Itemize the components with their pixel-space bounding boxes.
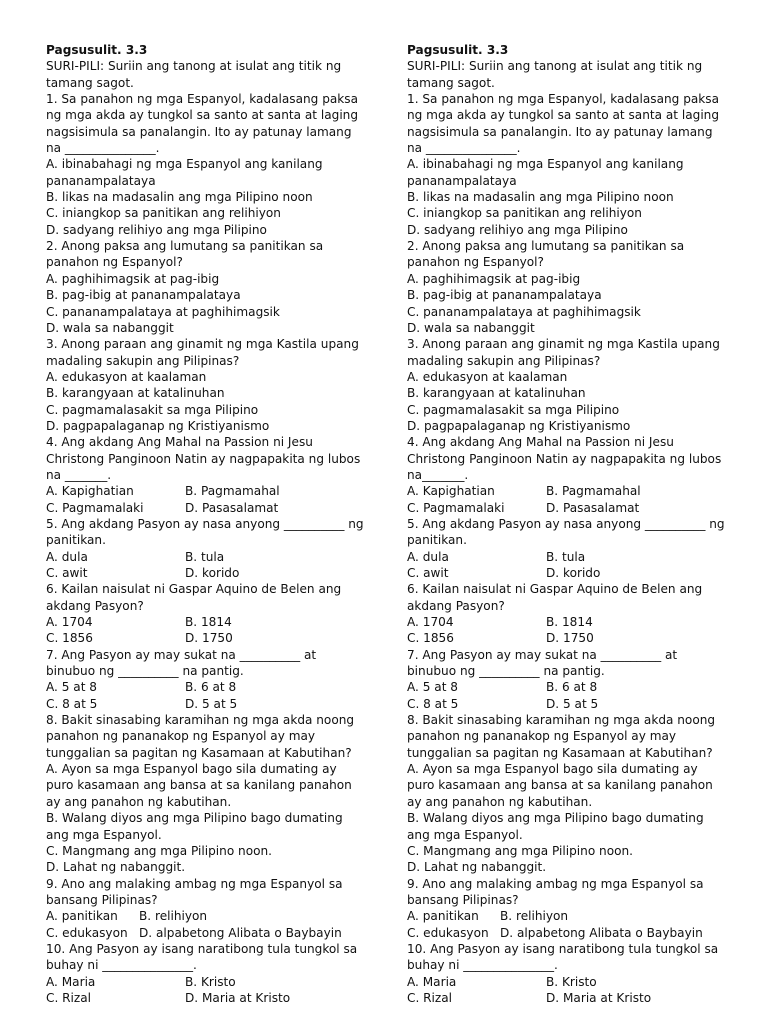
question-2: 2. Anong paksa ang lumutang sa panitikan sa panahon ng Espanyol? [407, 239, 685, 270]
q5-choice-b: B. tula [546, 549, 586, 564]
q5-choice-c: C. awit [46, 566, 88, 580]
q4-choices-row-2 [46, 500, 364, 516]
q3-choice-c: C. pagmamalasakit sa mga Pilipino [407, 402, 620, 417]
q7-choices-row-2 [407, 696, 725, 712]
q10-choice-a: A. Maria [46, 974, 96, 989]
q9-choice-a: A. panitikan [407, 909, 479, 924]
q1-choice-d: D. sadyang relihiyo ang mga Pilipino [46, 222, 267, 237]
q8-choice-c: C. Mangmang ang mga Pilipino noon. [407, 843, 634, 858]
q10-choices-row-1 [407, 974, 725, 990]
q8-choice-b: B. Walang diyos ang mga Pilipino bago dumating ang mga Espanyol. [46, 811, 343, 842]
q2-choice-c: C. pananampalataya at paghihimagsik [46, 304, 280, 319]
q10-choices-row-2 [407, 990, 725, 1006]
q1-choice-a: A. ibinabahagi ng mga Espanyol ang kanilang pananampalataya [46, 157, 323, 188]
q3-choice-d: D. pagpapalaganap ng Kristiyanismo [407, 418, 631, 433]
question-9: 9. Ano ang malaking ambag ng mga Espanyol sa bansang Pilipinas? [46, 876, 343, 907]
q1-choice-d: D. sadyang relihiyo ang mga Pilipino [407, 222, 628, 237]
q6-choice-a: A. 1704 [407, 615, 454, 630]
question-1: 1. Sa panahon ng mga Espanyol, kadalasang paksa ng mga akda ay tungkol sa santo at santa at laging nagsisimula sa panalangin. Ito ay patunay lamang na _______________. [407, 92, 720, 156]
q6-choice-c: C. 1856 [407, 631, 454, 646]
q10-choice-b: B. Kristo [546, 974, 597, 989]
question-1: 1. Sa panahon ng mga Espanyol, kadalasang paksa ng mga akda ay tungkol sa santo at santa at laging nagsisimula sa panalangin. Ito ay patunay lamang na _______________. [46, 92, 359, 156]
q5-choice-c: C. awit [407, 566, 449, 580]
q8-choice-b: B. Walang diyos ang mga Pilipino bago dumating ang mga Espanyol. [407, 811, 704, 842]
question-2: 2. Anong paksa ang lumutang sa panitikan sa panahon ng Espanyol? [46, 239, 324, 270]
question-6: 6. Kailan naisulat ni Gaspar Aquino de Belen ang akdang Pasyon? [407, 582, 703, 613]
question-8: 8. Bakit sinasabing karamihan ng mga akda noong panahon ng pananakop ng Espanyol ay may tunggalian sa pagitan ng Kasamaan at Kabutihan? [46, 713, 355, 760]
q6-choices-row-2 [407, 630, 725, 646]
q8-choice-c: C. Mangmang ang mga Pilipino noon. [46, 843, 273, 858]
question-10-line-1: 10. Ang Pasyon ay isang naratibong tula tungkol sa [46, 941, 358, 956]
q2-choice-a: A. paghihimagsik at pag-ibig [46, 271, 220, 286]
q4-choice-c: C. Pagmamalaki [46, 500, 144, 515]
q5-choices-row-1 [407, 549, 725, 565]
q2-choice-d: D. wala sa nabanggit [46, 320, 174, 335]
q5-choices-row-2 [407, 565, 725, 581]
q4-choices-row-1 [46, 483, 364, 499]
q5-choice-d: D. korido [546, 566, 601, 580]
q2-choice-b: B. pag-ibig at pananampalataya [407, 288, 602, 303]
instructions: SURI-PILI: Suriin ang tanong at isulat ang titik ng tamang sagot. [407, 59, 703, 90]
q9-choices-row-1 [46, 908, 364, 924]
q4-choice-c: C. Pagmamalaki [407, 500, 505, 515]
q7-choice-c: C. 8 at 5 [407, 696, 459, 711]
q3-choice-b: B. karangyaan at katalinuhan [407, 386, 586, 401]
question-3: 3. Anong paraan ang ginamit ng mga Kastila upang madaling sakupin ang Pilipinas? [407, 337, 720, 368]
q1-choice-c: C. iniangkop sa panitikan ang relihiyon [407, 206, 642, 221]
question-7-line-2: binubuo ng __________ na pantig. [407, 664, 605, 679]
q8-choice-d: D. Lahat ng nabanggit. [407, 860, 547, 875]
q1-choice-a: A. ibinabahagi ng mga Espanyol ang kanilang pananampalataya [407, 157, 684, 188]
question-10-line-2: buhay ni _______________. [46, 958, 197, 973]
q6-choice-d: D. 1750 [546, 631, 594, 646]
q6-choices-row-2 [46, 630, 364, 646]
q9-choices-row-1 [407, 908, 725, 924]
q4-choice-b: B. Pagmamahal [546, 484, 641, 499]
q6-choice-a: A. 1704 [46, 615, 93, 630]
question-5-line-2: panitikan. [46, 533, 106, 548]
q10-choices-row-2 [46, 990, 364, 1006]
q5-choice-d: D. korido [185, 566, 240, 580]
q6-choice-b: B. 1814 [185, 615, 232, 630]
q9-choice-a: A. panitikan [46, 909, 118, 924]
q7-choices-row-1 [407, 679, 725, 695]
q4-choice-a: A. Kapighatian [46, 484, 134, 499]
q9-choice-c: C. edukasyon [407, 925, 489, 940]
q7-choices-row-1 [46, 679, 364, 695]
q4-choices-row-1 [407, 483, 725, 499]
q9-choices-row-2 [407, 925, 725, 941]
question-7-line-1: 7. Ang Pasyon ay may sukat na __________ at [46, 647, 317, 662]
q9-choice-b: B. relihiyon [139, 909, 208, 924]
q5-choice-b: B. tula [185, 549, 225, 564]
q3-choice-c: C. pagmamalasakit sa mga Pilipino [46, 402, 259, 417]
q9-choice-c: C. edukasyon [46, 925, 128, 940]
q7-choice-c: C. 8 at 5 [46, 696, 98, 711]
question-8: 8. Bakit sinasabing karamihan ng mga akda noong panahon ng pananakop ng Espanyol ay may tunggalian sa pagitan ng Kasamaan at Kabutihan? [407, 713, 716, 760]
question-3: 3. Anong paraan ang ginamit ng mga Kastila upang madaling sakupin ang Pilipinas? [46, 337, 359, 368]
question-5-line-1: 5. Ang akdang Pasyon ay nasa anyong __________ ng [46, 516, 364, 531]
q4-choice-b: B. Pagmamahal [185, 484, 280, 499]
q4-choice-d: D. Pasasalamat [185, 500, 279, 515]
q10-choice-d: D. Maria at Kristo [546, 990, 652, 1005]
q1-choice-b: B. likas na madasalin ang mga Pilipino noon [46, 190, 313, 205]
q4-choices-row-2 [407, 500, 725, 516]
question-4: 4. Ang akdang Ang Mahal na Passion ni Jesu Christong Panginoon Natin ay nagpapakita ng lubos na _______. [46, 435, 361, 482]
q7-choices-row-2 [46, 696, 364, 712]
question-5-line-1: 5. Ang akdang Pasyon ay nasa anyong __________ ng [407, 516, 725, 531]
q3-choice-a: A. edukasyon at kaalaman [407, 369, 568, 384]
question-6: 6. Kailan naisulat ni Gaspar Aquino de Belen ang akdang Pasyon? [46, 582, 342, 613]
q4-choice-a: A. Kapighatian [407, 484, 495, 499]
q6-choice-c: C. 1856 [46, 631, 93, 646]
q10-choice-c: C. Rizal [46, 990, 92, 1005]
q5-choice-a: A. dula [407, 549, 449, 564]
q10-choice-d: D. Maria at Kristo [185, 990, 291, 1005]
worksheet-left-column [46, 42, 364, 1006]
q1-choice-b: B. likas na madasalin ang mga Pilipino noon [407, 190, 674, 205]
q7-choice-a: A. 5 at 8 [46, 680, 97, 695]
q9-choice-d: D. alpabetong Alibata o Baybayin [500, 925, 703, 940]
instructions: SURI-PILI: Suriin ang tanong at isulat ang titik ng tamang sagot. [46, 59, 342, 90]
q9-choice-b: B. relihiyon [500, 909, 569, 924]
worksheet-right-column [407, 42, 725, 1006]
question-9: 9. Ano ang malaking ambag ng mga Espanyol sa bansang Pilipinas? [407, 876, 704, 907]
q7-choice-d: D. 5 at 5 [546, 696, 599, 711]
q5-choice-a: A. dula [46, 549, 88, 564]
q7-choice-a: A. 5 at 8 [407, 680, 458, 695]
q5-choices-row-2 [46, 565, 364, 581]
quiz-title: Pagsusulit. 3.3 [46, 43, 148, 57]
question-10-line-1: 10. Ang Pasyon ay isang naratibong tula tungkol sa [407, 941, 719, 956]
q3-choice-a: A. edukasyon at kaalaman [46, 369, 207, 384]
q6-choice-d: D. 1750 [185, 631, 233, 646]
question-5-line-2: panitikan. [407, 533, 467, 548]
q5-choices-row-1 [46, 549, 364, 565]
q6-choices-row-1 [407, 614, 725, 630]
q7-choice-b: B. 6 at 8 [546, 680, 598, 695]
q2-choice-c: C. pananampalataya at paghihimagsik [407, 304, 641, 319]
q3-choice-d: D. pagpapalaganap ng Kristiyanismo [46, 418, 270, 433]
q10-choices-row-1 [46, 974, 364, 990]
q8-choice-a: A. Ayon sa mga Espanyol bago sila dumating ay puro kasamaan ang bansa at sa kanilang panahon ay ang panahon ng kabutihan. [46, 762, 352, 809]
q2-choice-b: B. pag-ibig at pananampalataya [46, 288, 241, 303]
q6-choices-row-1 [46, 614, 364, 630]
question-7-line-1: 7. Ang Pasyon ay may sukat na __________ at [407, 647, 678, 662]
q7-choice-b: B. 6 at 8 [185, 680, 237, 695]
q9-choice-d: D. alpabetong Alibata o Baybayin [139, 925, 342, 940]
question-4: 4. Ang akdang Ang Mahal na Passion ni Jesu Christong Panginoon Natin ay nagpapakita ng lubos na_______. [407, 435, 722, 482]
q2-choice-d: D. wala sa nabanggit [407, 320, 535, 335]
q8-choice-d: D. Lahat ng nabanggit. [46, 860, 186, 875]
q10-choice-b: B. Kristo [185, 974, 236, 989]
q6-choice-b: B. 1814 [546, 615, 593, 630]
q4-choice-d: D. Pasasalamat [546, 500, 640, 515]
q1-choice-c: C. iniangkop sa panitikan ang relihiyon [46, 206, 281, 221]
q9-choices-row-2 [46, 925, 364, 941]
quiz-title: Pagsusulit. 3.3 [407, 43, 509, 57]
q10-choice-a: A. Maria [407, 974, 457, 989]
q2-choice-a: A. paghihimagsik at pag-ibig [407, 271, 581, 286]
q8-choice-a: A. Ayon sa mga Espanyol bago sila dumating ay puro kasamaan ang bansa at sa kanilang panahon ay ang panahon ng kabutihan. [407, 762, 713, 809]
question-7-line-2: binubuo ng __________ na pantig. [46, 664, 244, 679]
question-10-line-2: buhay ni _______________. [407, 958, 558, 973]
q10-choice-c: C. Rizal [407, 990, 453, 1005]
q7-choice-d: D. 5 at 5 [185, 696, 238, 711]
q3-choice-b: B. karangyaan at katalinuhan [46, 386, 225, 401]
